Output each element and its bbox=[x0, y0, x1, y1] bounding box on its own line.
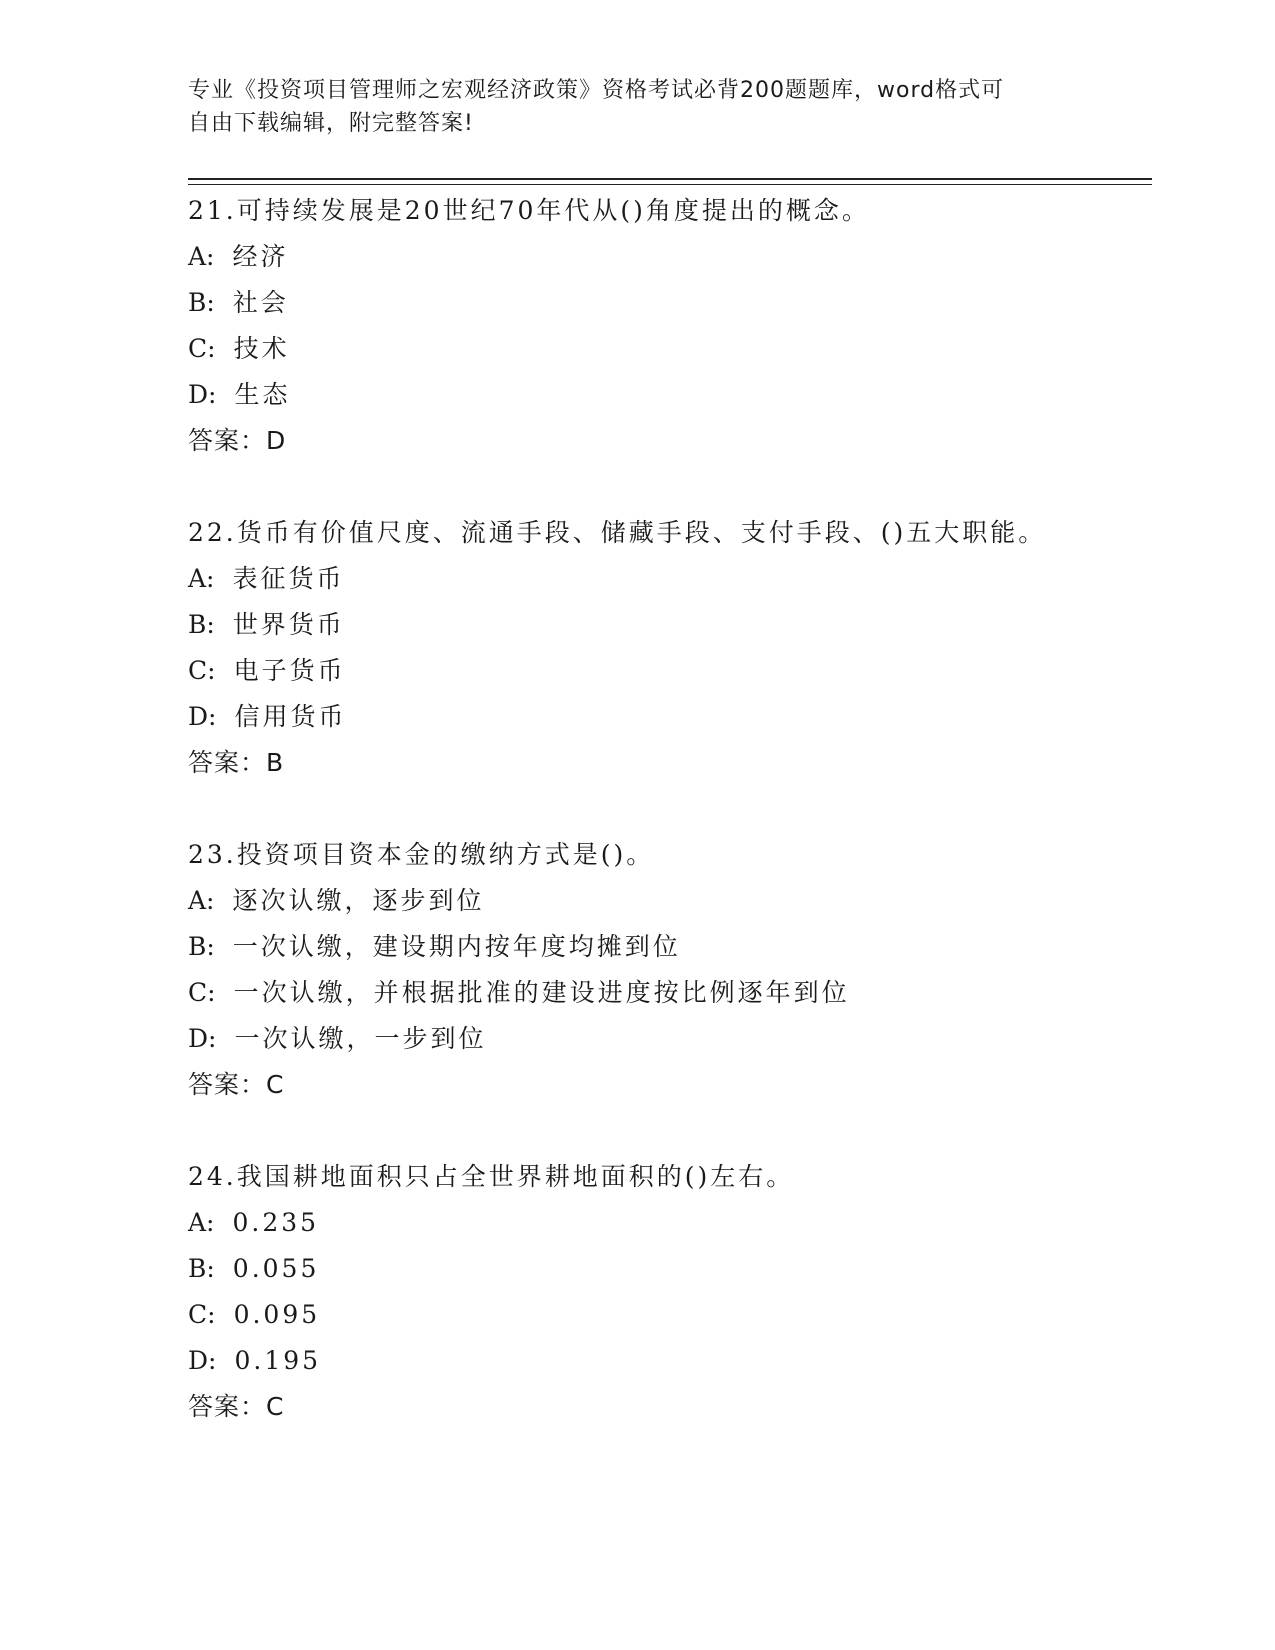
option-text: 社会 bbox=[232, 288, 289, 317]
option-text: 信用货币 bbox=[234, 702, 347, 731]
option-a bbox=[188, 556, 1148, 602]
question-stem: 21.可持续发展是20世纪70年代从()角度提出的概念。 bbox=[188, 196, 870, 225]
question-24 bbox=[188, 1154, 1148, 1430]
option-text: 0.055 bbox=[232, 1254, 320, 1283]
option-letter: D: bbox=[188, 702, 217, 731]
option-letter: D: bbox=[188, 1346, 217, 1375]
option-letter: B: bbox=[188, 610, 215, 639]
option-letter: B: bbox=[188, 288, 215, 317]
option-d bbox=[188, 1016, 1148, 1062]
option-text: 一次认缴，建设期内按年度均摊到位 bbox=[232, 932, 681, 961]
answer-line: 答案：C bbox=[188, 1070, 285, 1099]
option-d bbox=[188, 372, 1148, 418]
option-d bbox=[188, 1338, 1148, 1384]
option-b bbox=[188, 280, 1148, 326]
question-stem: 23.投资项目资本金的缴纳方式是()。 bbox=[188, 840, 655, 869]
option-letter: C: bbox=[188, 978, 216, 1007]
answer-line: 答案：C bbox=[188, 1392, 285, 1421]
option-text: 一次认缴，一步到位 bbox=[234, 1024, 487, 1053]
option-letter: D: bbox=[188, 1024, 217, 1053]
option-b bbox=[188, 924, 1148, 970]
document-header bbox=[188, 74, 1068, 140]
option-b bbox=[188, 1246, 1148, 1292]
option-a bbox=[188, 878, 1148, 924]
option-text: 0.095 bbox=[233, 1300, 321, 1329]
option-letter: A: bbox=[188, 886, 215, 915]
option-c bbox=[188, 1292, 1148, 1338]
question-list bbox=[188, 188, 1148, 1476]
header-divider-thick bbox=[188, 178, 1152, 180]
header-line-2: 自由下载编辑，附完整答案! bbox=[188, 111, 474, 136]
option-text: 一次认缴，并根据批准的建设进度按比例逐年到位 bbox=[233, 978, 850, 1007]
option-text: 经济 bbox=[232, 242, 289, 271]
question-21 bbox=[188, 188, 1148, 464]
question-stem: 22.货币有价值尺度、流通手段、储藏手段、支付手段、()五大职能。 bbox=[188, 518, 1047, 547]
option-text: 0.235 bbox=[232, 1208, 320, 1237]
header-line-1: 专业《投资项目管理师之宏观经济政策》资格考试必背200题题库，word格式可 bbox=[188, 78, 1005, 103]
option-d bbox=[188, 694, 1148, 740]
question-stem: 24.我国耕地面积只占全世界耕地面积的()左右。 bbox=[188, 1162, 795, 1191]
option-letter: C: bbox=[188, 1300, 216, 1329]
answer-line: 答案：B bbox=[188, 748, 285, 777]
answer-line: 答案：D bbox=[188, 426, 287, 455]
option-text: 电子货币 bbox=[233, 656, 346, 685]
option-letter: B: bbox=[188, 932, 215, 961]
option-b bbox=[188, 602, 1148, 648]
option-c bbox=[188, 326, 1148, 372]
option-letter: A: bbox=[188, 564, 215, 593]
option-letter: A: bbox=[188, 1208, 215, 1237]
option-text: 生态 bbox=[234, 380, 291, 409]
question-22 bbox=[188, 510, 1148, 786]
option-text: 逐次认缴，逐步到位 bbox=[232, 886, 485, 915]
option-letter: C: bbox=[188, 656, 216, 685]
option-a bbox=[188, 1200, 1148, 1246]
option-letter: A: bbox=[188, 242, 215, 271]
option-text: 0.195 bbox=[234, 1346, 322, 1375]
option-c bbox=[188, 648, 1148, 694]
option-text: 世界货币 bbox=[232, 610, 345, 639]
option-text: 技术 bbox=[233, 334, 290, 363]
option-letter: C: bbox=[188, 334, 216, 363]
option-letter: B: bbox=[188, 1254, 215, 1283]
option-a bbox=[188, 234, 1148, 280]
question-23 bbox=[188, 832, 1148, 1108]
header-divider-thin bbox=[188, 184, 1152, 185]
option-c bbox=[188, 970, 1148, 1016]
option-text: 表征货币 bbox=[232, 564, 345, 593]
option-letter: D: bbox=[188, 380, 217, 409]
